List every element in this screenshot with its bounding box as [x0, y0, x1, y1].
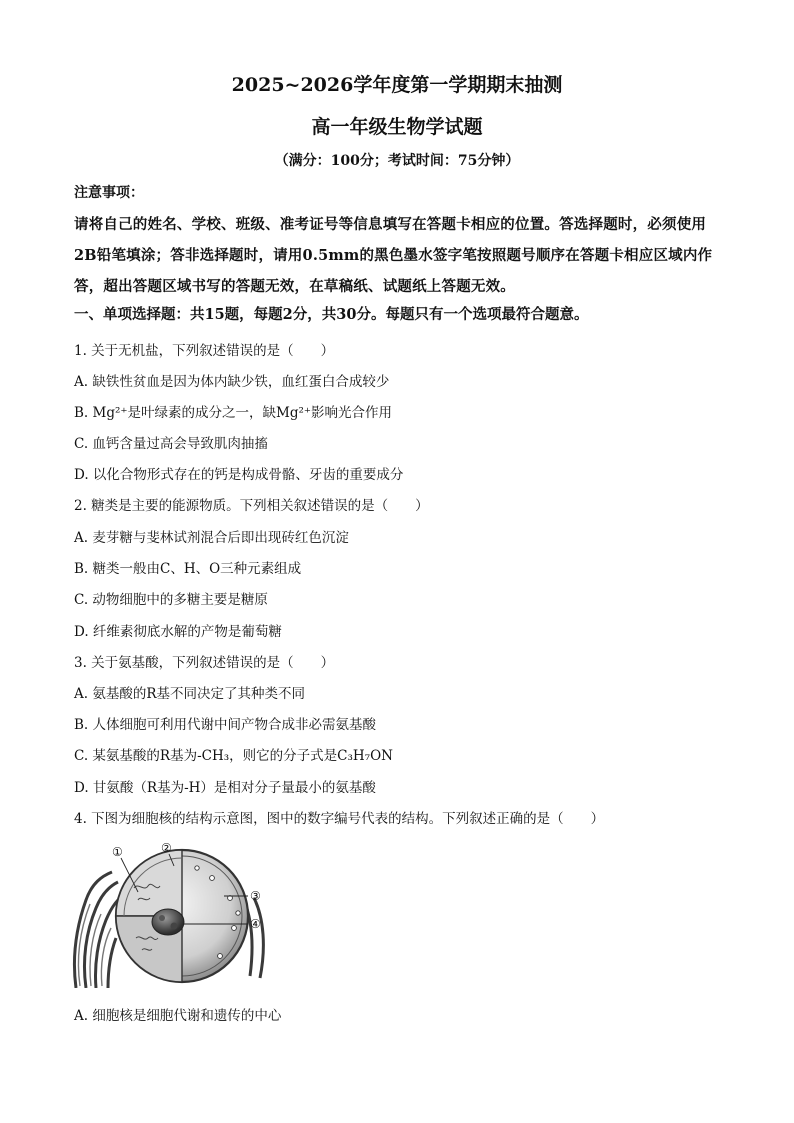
exam-title: 2025~2026学年度第一学期期末抽测	[231, 74, 563, 96]
exam-score-time: （满分：100分；考试时间：75分钟）	[274, 153, 520, 169]
question-option: A. 缺铁性贫血是因为体内缺少铁，血红蛋白合成较少	[74, 374, 390, 390]
nucleolus	[152, 909, 184, 935]
section-heading: 一、单项选择题：共15题，每题2分，共30分。每题只有一个选项最符合题意。	[74, 306, 589, 323]
question-option: B. 人体细胞可利用代谢中间产物合成非必需氨基酸	[74, 717, 377, 733]
question-option: A. 细胞核是细胞代谢和遗传的中心	[74, 1008, 282, 1024]
question-option: C. 某氨基酸的R基为-CH₃，则它的分子式是C₃H₇ON	[74, 748, 393, 764]
question-option: C. 动物细胞中的多糖主要是糖原	[74, 592, 268, 608]
question-stem: 2. 糖类是主要的能源物质。下列相关叙述错误的是（ ）	[74, 498, 429, 514]
label-1: ①	[112, 845, 123, 859]
label-4: ④	[250, 917, 261, 931]
question-option: B. Mg²⁺是叶绿素的成分之一，缺Mg²⁺影响光合作用	[74, 405, 393, 421]
label-3: ③	[250, 889, 261, 903]
question-stem: 4. 下图为细胞核的结构示意图，图中的数字编号代表的结构。下列叙述正确的是（ ）	[74, 811, 605, 827]
label-2: ②	[161, 841, 172, 855]
exam-subject-title: 高一年级生物学试题	[311, 116, 483, 138]
question-option: A. 麦芽糖与斐林试剂混合后即出现砖红色沉淀	[74, 530, 349, 546]
question-option: A. 氨基酸的R基不同决定了其种类不同	[74, 686, 305, 702]
notice-heading: 注意事项：	[74, 185, 144, 201]
question-stem: 3. 关于氨基酸，下列叙述错误的是（ ）	[74, 655, 335, 671]
question-stem: 1. 关于无机盐，下列叙述错误的是（ ）	[74, 343, 335, 359]
question-option: B. 糖类一般由C、H、O三种元素组成	[74, 561, 302, 577]
question-option: D. 甘氨酸（R基为-H）是相对分子量最小的氨基酸	[74, 780, 376, 796]
question-option: D. 以化合物形式存在的钙是构成骨骼、牙齿的重要成分	[74, 467, 404, 483]
notice-body: 请将自己的姓名、学校、班级、准考证号等信息填写在答题卡相应的位置。答选择题时，必须使用2B铅笔填涂；答非选择题时，请用0.5mm的黑色墨水签字笔按照题号顺序在答题卡相应区域内作答，超出答题区域书写的答题无效，在草稿纸、试题纸上答题无效。	[74, 216, 713, 295]
question-option: D. 纤维素彻底水解的产物是葡萄糖	[74, 624, 282, 640]
question-option: C. 血钙含量过高会导致肌肉抽搐	[74, 436, 268, 452]
nucleus-diagram	[72, 838, 272, 988]
